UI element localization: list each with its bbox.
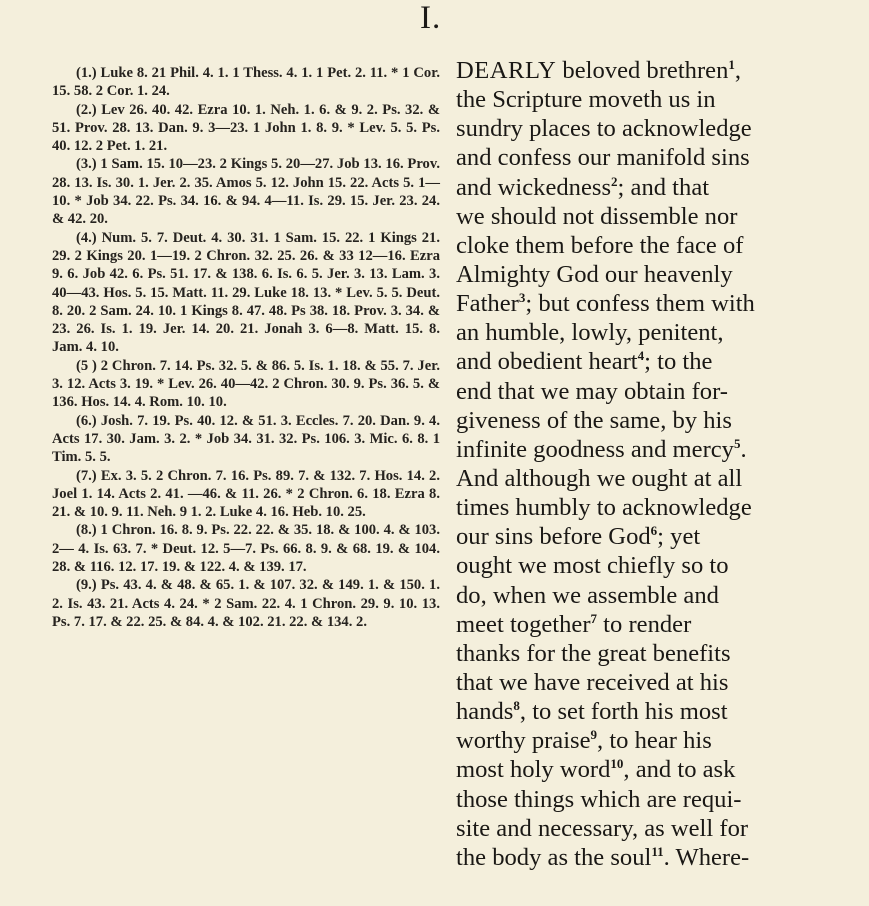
text-line-main: and obedient heart [456, 348, 638, 376]
exhortation-text-column [456, 56, 818, 872]
text-line-main: those things which are requi- [456, 785, 742, 813]
text-line [456, 260, 818, 289]
text-line-main: worthy praise [456, 727, 591, 755]
text-line-main: DEARLY beloved brethren [456, 57, 729, 84]
text-line-tail: , and to ask [623, 756, 736, 784]
text-line [456, 697, 818, 726]
text-line-main: our sins before God [456, 523, 651, 551]
text-line-main: thanks for the great benefits [456, 639, 731, 667]
text-line [456, 755, 818, 784]
scripture-references-column [52, 64, 440, 631]
text-line-main: the Scripture moveth us in [456, 86, 716, 114]
reference-note: (4.) Num. 5. 7. Deut. 4. 30. 31. 1 Sam. 15. 22. 1 Kings 21. 29. 2 Kings 20. 1—19. 2 Chron. 32. 25. 26. & 33 12—16. Ezra 9. 6. Job 42. 6. Ps. 51. 17. & 138. 6. Is. 6. 5. Jer. 3. 13. Lam. 3. 40—43. Hos. 5. 15. Matt. 11. 29. Luke 18. 13. * Lev. 5. 5. Deut. 8. 20. 2 Sam. 24. 10. 1 Kings 8. 47. 48. Ps 38. 18. Prov. 3. 34. & 23. 26. Is. 1. 19. Jer. 14. 20. 21. Jonah 3. 6—8. Matt. 15. 8. Jam. 4. 10. [52, 229, 440, 356]
text-line-main: most holy word [456, 756, 611, 784]
text-line-main: meet together [456, 610, 591, 638]
reference-note: (7.) Ex. 3. 5. 2 Chron. 7. 16. Ps. 89. 7. & 132. 7. Hos. 14. 2. Joel 1. 14. Acts 2. 41. —46. & 11. 26. * 2 Chron. 6. 18. Ezra 8. 21. & 10. 9. 11. Neh. 9 1. 2. Luke 4. 16. Heb. 10. 25. [52, 467, 440, 521]
text-line-tail: . [740, 435, 747, 463]
text-line-main: we should not dissemble nor [456, 202, 738, 230]
text-line [456, 231, 818, 260]
reference-note: (5 ) 2 Chron. 7. 14. Ps. 32. 5. & 86. 5. Is. 1. 18. & 55. 7. Jer. 3. 12. Acts 3. 19. * Lev. 26. 40—42. 2 Chron. 30. 9. Ps. 36. 5. & 136. Hos. 14. 4. Rom. 10. 10. [52, 357, 440, 411]
text-line [456, 435, 818, 464]
text-line [456, 464, 818, 493]
footnote-marker: 10 [610, 756, 624, 772]
footnote-marker: 7 [590, 610, 598, 626]
text-line-main: giveness of the same, by his [456, 406, 732, 434]
text-line-main: and wickedness [456, 173, 612, 201]
text-line-main: that we have received at his [456, 668, 729, 696]
text-line-main: hands [456, 698, 514, 726]
footnote-marker: 1 [728, 57, 735, 72]
text-line [456, 143, 818, 172]
text-line [456, 522, 818, 551]
reference-note: (9.) Ps. 43. 4. & 48. & 65. 1. & 107. 32. & 149. 1. & 150. 1. 2. Is. 43. 21. Acts 4. 24. * 2 Sam. 22. 4. 1 Chron. 29. 9. 10. 13. Ps. 7. 17. & 22. 25. & 84. 4. & 102. 21. 22. & 134. 2. [52, 577, 440, 630]
footnote-marker: 11 [651, 843, 664, 859]
text-line-main: an humble, lowly, penitent, [456, 319, 724, 347]
text-line-main: Father [456, 290, 519, 318]
text-line-main: And although we ought at all [456, 464, 743, 492]
text-line-main: Almighty God our heavenly [456, 260, 733, 288]
footnote-marker: 9 [590, 727, 598, 743]
footnote-marker: 2 [611, 173, 618, 189]
text-line [456, 377, 818, 406]
text-line [456, 56, 818, 85]
text-line [456, 610, 818, 639]
text-line-tail: ; and that [617, 173, 710, 201]
text-line-main: and confess our manifold sins [456, 144, 750, 172]
footnote-marker: 4 [637, 348, 645, 364]
text-line [456, 114, 818, 143]
text-line-main: end that we may obtain for- [456, 377, 728, 405]
footnote-marker: 8 [513, 698, 520, 714]
text-line-tail: to render [597, 610, 692, 638]
page-numeral: I. [420, 0, 442, 36]
text-line [456, 639, 818, 668]
text-line-tail: ; to the [644, 348, 713, 376]
text-line [456, 406, 818, 435]
page-header [0, 0, 869, 40]
text-line-main: ought we most chiefly so to [456, 552, 729, 580]
footnote-marker: 5 [733, 435, 741, 451]
text-line [456, 347, 818, 376]
text-line [456, 814, 818, 843]
text-line-main: cloke them before the face of [456, 231, 744, 259]
text-line-tail: ; yet [657, 523, 701, 551]
text-line [456, 202, 818, 231]
text-line-main: the body as the soul [456, 843, 652, 871]
text-line-main: site and necessary, as well for [456, 814, 749, 842]
text-line-tail: , [734, 57, 742, 84]
reference-note: (2.) Lev 26. 40. 42. Ezra 10. 1. Neh. 1. 6. & 9. 2. Ps. 32. & 51. Prov. 28. 13. Dan. 9. 3—23. 1 John 1. 8. 9. * Lev. 5. 5. Ps. 40. 12. 2 Pet. 1. 21. [52, 101, 440, 155]
text-line [456, 493, 818, 522]
text-line-main: infinite goodness and mercy [456, 435, 734, 463]
text-line [456, 726, 818, 755]
text-line-tail: , to set forth his most [519, 698, 728, 726]
text-line-main: times humbly to acknowledge [456, 494, 752, 522]
text-line [456, 668, 818, 697]
text-line-tail: , to hear his [597, 727, 712, 755]
text-line-main: sundry places to acknowledge [456, 115, 752, 143]
text-line [456, 173, 818, 202]
text-line [456, 85, 818, 114]
footnote-marker: 3 [518, 290, 526, 306]
text-line [456, 318, 818, 347]
text-line [456, 785, 818, 814]
text-line-main: do, when we assemble and [456, 581, 719, 609]
text-line [456, 551, 818, 580]
text-line-tail: ; but confess them with [525, 290, 755, 318]
reference-note: (6.) Josh. 7. 19. Ps. 40. 12. & 51. 3. Eccles. 7. 20. Dan. 9. 4. Acts 17. 30. Jam. 3. 2. * Job 34. 31. 32. Ps. 106. 3. Mic. 6. 8. 1 Tim. 5. 5. [52, 412, 440, 466]
reference-note: (3.) 1 Sam. 15. 10—23. 2 Kings 5. 20—27. Job 13. 16. Prov. 28. 13. Is. 30. 1. Jer. 2. 35. Amos 5. 12. John 15. 22. Acts 5. 1—10. * Job 34. 22. Ps. 34. 16. & 94. 4—11. Is. 29. 15. Jer. 23. 24. & 42. 20. [52, 156, 440, 228]
footnote-marker: 6 [650, 523, 658, 539]
text-line [456, 843, 818, 872]
text-line [456, 581, 818, 610]
reference-note: (8.) 1 Chron. 16. 8. 9. Ps. 22. 22. & 35. 18. & 100. 4. & 103. 2— 4. Is. 63. 7. * Deut. 12. 5—7. Ps. 66. 8. 9. & 68. 19. & 104. 28. & 116. 12. 17. 19. & 122. 4. & 139. 17. [52, 522, 440, 576]
reference-note: (1.) Luke 8. 21 Phil. 4. 1. 1 Thess. 4. 1. 1 Pet. 2. 11. * 1 Cor. 15. 58. 2 Cor. 1. 24. [52, 65, 440, 100]
text-line [456, 289, 818, 318]
text-line-tail: . Where- [663, 843, 750, 871]
opening-word: DEARLY [456, 57, 557, 84]
